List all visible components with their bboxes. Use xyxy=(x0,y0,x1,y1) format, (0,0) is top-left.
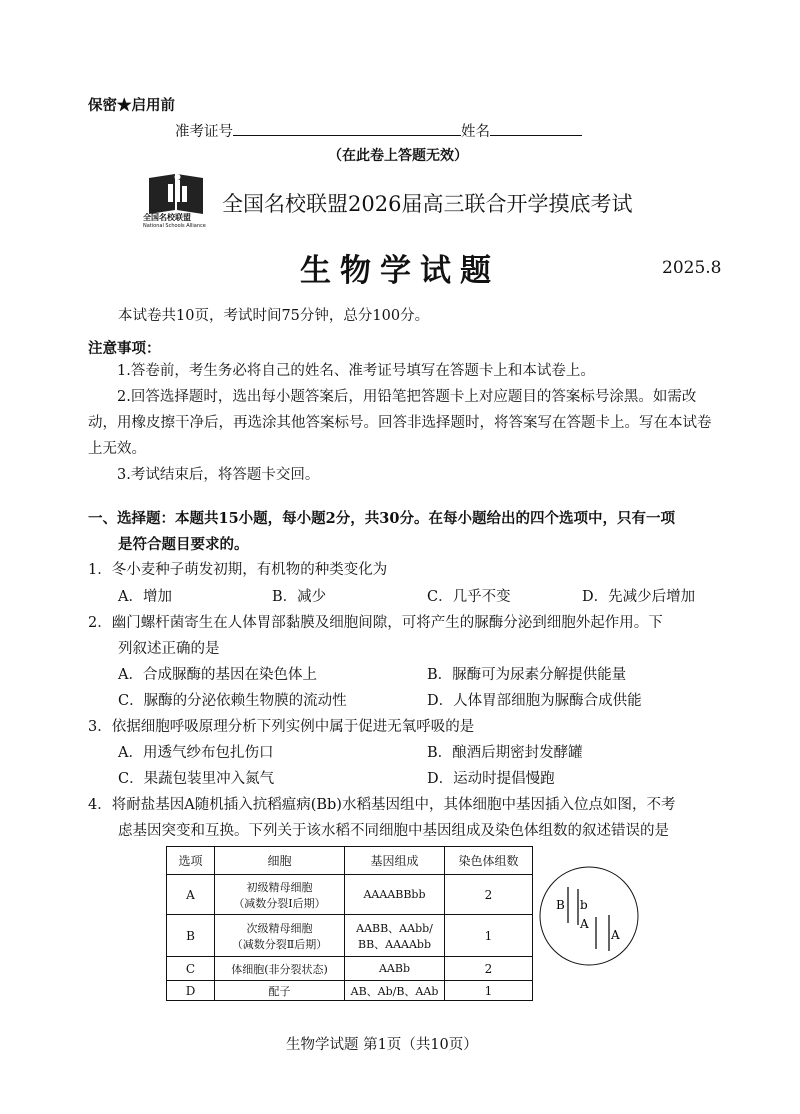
exam-date: 2025.8 xyxy=(662,258,722,278)
table-header-row xyxy=(167,847,533,875)
table-cell-option: B xyxy=(167,915,215,957)
gene-label: b xyxy=(580,898,588,912)
q4-table xyxy=(166,846,533,1001)
secret-label: 保密★启用前 xyxy=(88,97,175,114)
gene-line: BB、AAAAbb xyxy=(357,937,432,951)
table-cell-cell xyxy=(215,915,345,957)
table-cell-gene: AAAABBbb xyxy=(345,875,445,915)
cell-line: （减数分裂Ⅰ后期） xyxy=(233,896,326,910)
note-item-3: 3.考试结束后，将答题卡交回。 xyxy=(117,467,320,483)
note-item-1: 1.答卷前，考生务必将自己的姓名、准考证号填写在答题卡上和本试卷上。 xyxy=(117,363,595,379)
table-cell-option: A xyxy=(167,875,215,915)
question-2-stem: 2．幽门螺杆菌寄生在人体胃部黏膜及细胞间隙，可将产生的脲酶分泌到细胞外起作用。下 xyxy=(88,615,663,631)
cell-outline xyxy=(540,867,638,965)
table-cell-option: D xyxy=(167,981,215,1001)
q1-option-a[interactable]: A．增加 xyxy=(118,589,172,605)
table-cell-cell xyxy=(215,875,345,915)
table-cell-gene: AB、Ab/B、AAb xyxy=(345,981,445,1001)
question-3-stem: 3．依据细胞呼吸原理分析下列实例中属于促进无氧呼吸的是 xyxy=(88,719,475,735)
name-field[interactable] xyxy=(490,122,582,136)
q3-option-a[interactable]: A．用透气纱布包扎伤口 xyxy=(118,745,274,761)
table-header: 染色体组数 xyxy=(445,847,533,875)
table-cell-count: 1 xyxy=(445,981,533,1001)
question-4-stem: 4．将耐盐基因A随机插入抗稻瘟病(Bb)水稻基因组中，其体细胞中基因插入位点如图，不考 xyxy=(88,797,676,813)
table-row xyxy=(167,915,533,957)
table-row xyxy=(167,981,533,1001)
cell-diagram xyxy=(538,865,640,967)
exam-id-label: 准考证号 xyxy=(175,124,233,140)
question-2-stem-cont: 列叙述正确的是 xyxy=(118,641,220,657)
invalid-note: （在此卷上答题无效） xyxy=(328,148,468,164)
q1-option-c[interactable]: C．几乎不变 xyxy=(427,589,511,605)
table-cell-count: 1 xyxy=(445,915,533,957)
book-logo-icon xyxy=(145,170,207,216)
q2-option-b[interactable]: B．脲酶可为尿素分解提供能量 xyxy=(427,667,627,683)
logo-en-text: National Schools Alliance xyxy=(143,223,206,229)
intro-text: 本试卷共10页，考试时间75分钟，总分100分。 xyxy=(118,308,430,324)
logo-cn-text: 全国名校联盟 xyxy=(143,213,191,222)
question-4-stem-cont: 虑基因突变和互换。下列关于该水稻不同细胞中基因组成及染色体组数的叙述错误的是 xyxy=(118,823,669,839)
notes-title: 注意事项： xyxy=(88,340,161,357)
gene-line: AABB、AAbb/ xyxy=(356,921,433,935)
table-cell-cell: 体细胞(非分裂状态) xyxy=(215,957,345,981)
section1-heading-cont: 是符合题目要求的。 xyxy=(118,536,249,553)
cell-line: （减数分裂Ⅱ后期） xyxy=(231,937,328,951)
cell-line: 初级精母细胞 xyxy=(246,880,313,894)
q3-option-d[interactable]: D．运动时提倡慢跑 xyxy=(427,771,555,787)
page-footer: 生物学试题 第1页（共10页） xyxy=(286,1037,478,1053)
candidate-info-line xyxy=(175,120,582,141)
q3-option-c[interactable]: C．果蔬包装里冲入氮气 xyxy=(118,771,275,787)
gene-label: A xyxy=(611,928,620,942)
question-1-stem: 1．冬小麦种子萌发初期，有机物的种类变化为 xyxy=(88,562,388,578)
exam-title: 全国名校联盟2026届高三联合开学摸底考试 xyxy=(222,192,633,216)
exam-id-field[interactable] xyxy=(233,122,461,136)
table-cell-count: 2 xyxy=(445,875,533,915)
q2-option-d[interactable]: D．人体胃部细胞为脲酶合成供能 xyxy=(427,693,642,709)
subject-title: 生物学试题 xyxy=(300,253,500,289)
q1-option-d[interactable]: D．先减少后增加 xyxy=(582,589,696,605)
table-cell-option: C xyxy=(167,957,215,981)
table-cell-count: 2 xyxy=(445,957,533,981)
table-cell-gene xyxy=(345,915,445,957)
table-header: 细胞 xyxy=(215,847,345,875)
section1-heading: 一、选择题：本题共15小题，每小题2分，共30分。在每小题给出的四个选项中，只有一项 xyxy=(88,510,675,527)
q2-option-a[interactable]: A．合成脲酶的基因在染色体上 xyxy=(118,667,317,683)
name-label: 姓名 xyxy=(461,124,490,140)
gene-label: B xyxy=(556,898,565,912)
logo xyxy=(145,170,207,232)
gene-label: A xyxy=(580,917,589,931)
table-header: 基因组成 xyxy=(345,847,445,875)
q1-option-b[interactable]: B．减少 xyxy=(272,589,327,605)
note-item-2: 2.回答选择题时，选出每小题答案后，用铅笔把答题卡上对应题目的答案标号涂黑。如需改动，用橡皮擦干净后，再选涂其他答案标号。回答非选择题时，将答案写在答题卡上。写在本试卷上无效。 xyxy=(88,389,712,457)
q3-option-b[interactable]: B．酿酒后期密封发酵罐 xyxy=(427,745,583,761)
table-row xyxy=(167,957,533,981)
cell-line: 次级精母细胞 xyxy=(246,921,313,935)
table-row xyxy=(167,875,533,915)
table-cell-gene: AABb xyxy=(345,957,445,981)
table-cell-cell: 配子 xyxy=(215,981,345,1001)
q2-option-c[interactable]: C．脲酶的分泌依赖生物膜的流动性 xyxy=(118,693,347,709)
table-header: 选项 xyxy=(167,847,215,875)
